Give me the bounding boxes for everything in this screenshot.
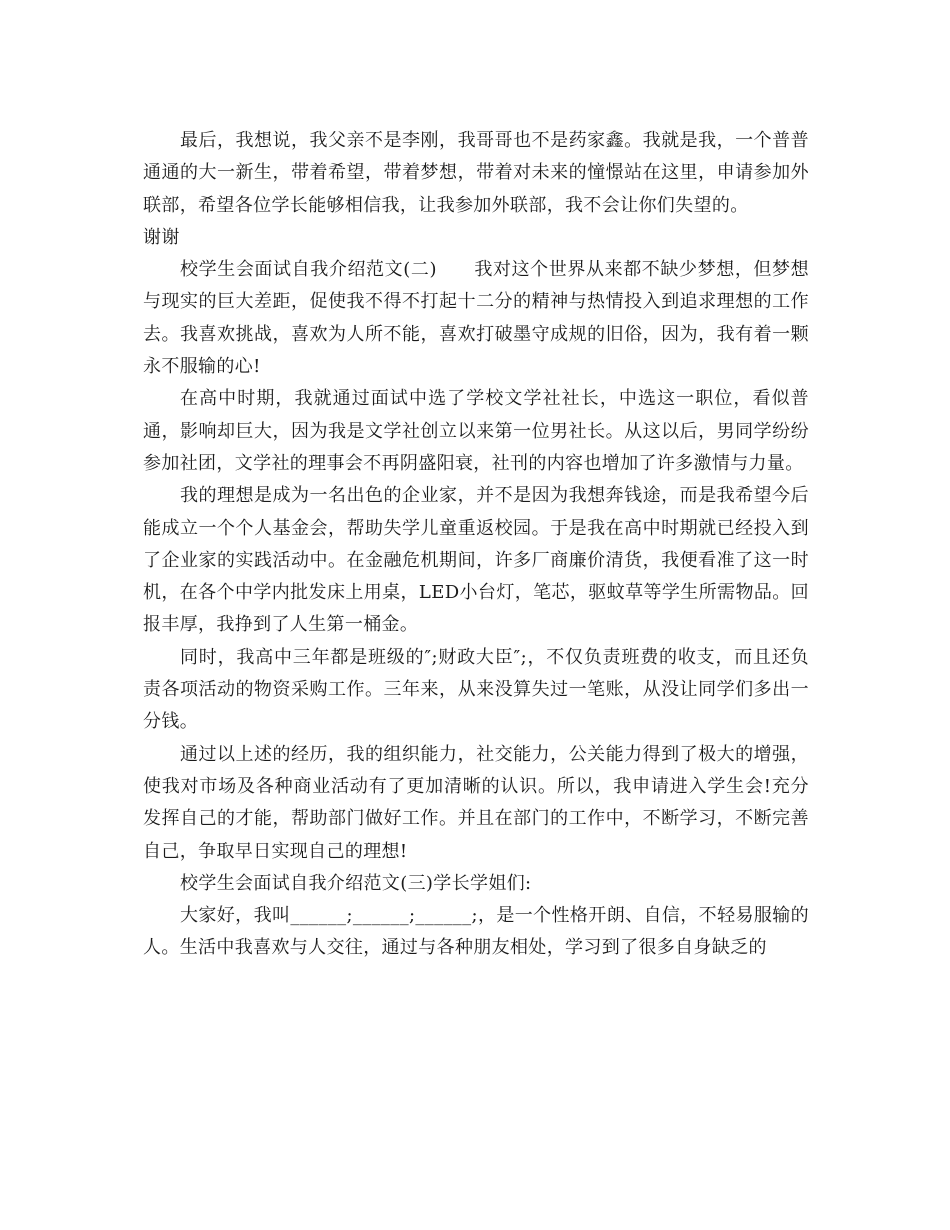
paragraph-closing: 最后，我想说，我父亲不是李刚，我哥哥也不是药家鑫。我就是我，一个普普通通的大一新生，带着希望，带着梦想，带着对未来的憧憬站在这里，申请参加外联部，希望各位学长能够相信我，让我参加外联部，我不会让你们失望的。: [143, 130, 809, 216]
paragraph-sample-three-heading: 校学生会面试自我介绍范文(三)学长学姐们:: [180, 872, 532, 894]
document-body: [143, 125, 809, 965]
paragraph-entrepreneur: 我的理想是成为一名出色的企业家，并不是因为我想奔钱途，而是我希望今后能成立一个个人基金会，帮助失学儿童重返校园。于是我在高中时期就已经投入到了企业家的实践活动中。在金融危机期间，许多厂商廉价清货，我便看准了这一时机，在各个中学内批发床上用桌，LED小台灯，笔芯，驱蚊草等学生所需物品。回报丰厚，我挣到了人生第一桶金。: [143, 485, 809, 636]
paragraph-abilities: 通过以上述的经历，我的组织能力，社交能力，公关能力得到了极大的增强，使我对市场及各种商业活动有了更加清晰的认识。所以，我申请进入学生会!充分发挥自己的才能，帮助部门做好工作。并且在部门的工作中，不断学习，不断完善自己，争取早日实现自己的理想!: [143, 743, 809, 862]
paragraph-thanks: 谢谢: [143, 226, 180, 248]
paragraph-greeting: 大家好，我叫______;______;______;，是一个性格开朗、自信，不轻易服输的人。生活中我喜欢与人交往，通过与各种朋友相处，学习到了很多自身缺乏的: [143, 905, 809, 959]
paragraph-finance-minister: 同时，我高中三年都是班级的″;财政大臣″;，不仅负责班费的收支，而且还负责各项活动的物资采购工作。三年来，从来没算失过一笔账，从没让同学们多出一分钱。: [143, 646, 809, 733]
paragraph-literary-club: 在高中时期，我就通过面试中选了学校文学社社长，中选这一职位，看似普通，影响却巨大，因为我是文学社创立以来第一位男社长。从这以后，男同学纷纷参加社团，文学社的理事会不再阴盛阳衰，社刊的内容也增加了许多激情与力量。: [143, 388, 809, 474]
paragraph-sample-two: 校学生会面试自我介绍范文(二) 我对这个世界从来都不缺少梦想，但梦想与现实的巨大差距，促使我不得不打起十二分的精神与热情投入到追求理想的工作去。我喜欢挑战，喜欢为人所不能，喜欢打破墨守成规的旧俗，因为，我有着一颗永不服输的心!: [143, 259, 809, 378]
